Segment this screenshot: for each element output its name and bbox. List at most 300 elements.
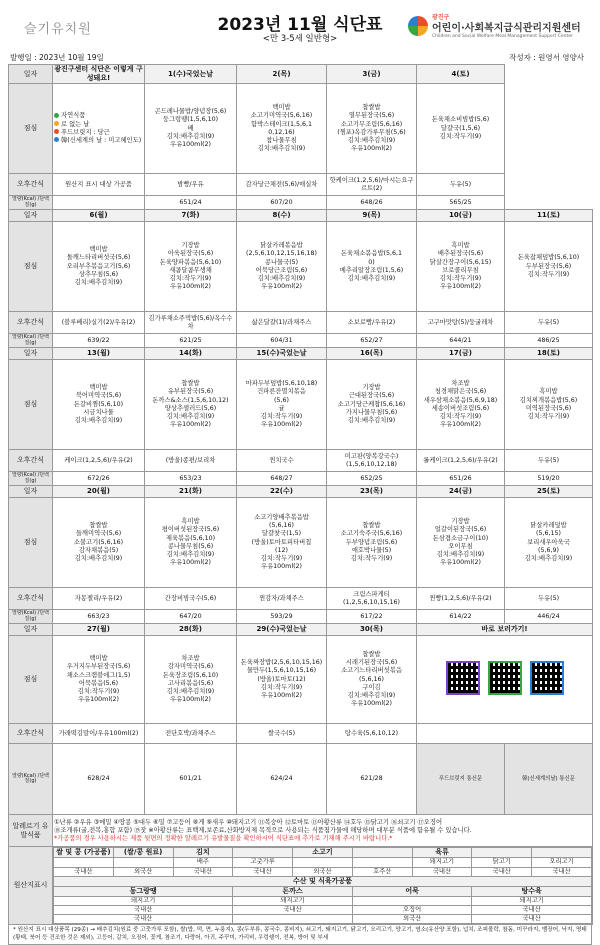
origin-row: [54, 906, 592, 915]
origin-cell: 국내산: [233, 867, 293, 876]
menu-item: 미역된장국(5,6): [525, 404, 572, 412]
lunch-cell: [327, 222, 417, 312]
menu-item: 감자미역국(5,6): [167, 663, 214, 671]
menu-item: 돈육채소볶음밥(5,6,1: [340, 250, 403, 258]
menu-item: 달걀찻국(1,5): [261, 530, 302, 538]
menu-item: 김치:배추김치(9): [257, 274, 306, 282]
menu-item: 배: [187, 124, 194, 132]
menu-item: 돈갈비찜(5,6,10): [73, 400, 124, 408]
origin-box: [53, 847, 593, 925]
table-row: [9, 498, 593, 588]
lunch-label: 점심: [9, 84, 53, 174]
table-row: [9, 334, 593, 348]
qr-label: 韓(신세계의날) 통신문: [505, 744, 593, 815]
menu-item: 흑미밥: [451, 242, 470, 250]
lunch-cell: [145, 222, 237, 312]
energy-cell: 648/27: [237, 472, 327, 486]
legend-title: 광진구센터 식단은 이렇게 구성돼요!: [54, 65, 143, 83]
menu-item: 우유100ml(2): [261, 421, 302, 429]
allergy-box: [53, 815, 593, 847]
snack-cell: 두유(5): [505, 312, 593, 334]
menu-item: 북어미역국(5,6): [75, 392, 122, 400]
lunch-cell: [53, 222, 145, 312]
energy-label: 열량(Kcal) /단백질(g): [9, 334, 53, 348]
snack-cell: 두유(5): [505, 450, 593, 472]
table-row: [9, 724, 593, 744]
menu-item: 김치:배추김치(9): [74, 278, 123, 286]
menu-item: 김치:배추김치(9): [166, 687, 215, 695]
menu-item: 돈육잡채덮밥(5,6,10): [517, 254, 580, 262]
day-header: 27(월): [53, 624, 145, 636]
lunch-cell: [237, 636, 327, 724]
menu-item: 김치:배추김치(9): [74, 554, 123, 562]
origin-cell: (쌀/콩 원료): [113, 848, 173, 858]
snack-cell: 탕수육(5,6,10,12): [327, 724, 417, 744]
menu-item: 시금치나물: [83, 408, 114, 416]
energy-cell: 628/24: [53, 744, 145, 815]
menu-item: 김치:배추김치(9): [166, 132, 215, 140]
origin-cell: 돼지고기: [54, 896, 233, 905]
energy-cell: 565/25: [417, 196, 505, 210]
menu-item: (방울)토마토(12): [257, 675, 306, 683]
lunch-cell: [53, 498, 145, 588]
lunch-cell: [327, 84, 417, 174]
energy-cell: 639/22: [53, 334, 145, 348]
menu-item: 상추무침(5,6): [78, 270, 119, 278]
energy-cell: 446/24: [505, 610, 593, 624]
menu-item: 소불고기(5,6,16): [73, 538, 124, 546]
menu-item: (5,6): [274, 396, 289, 404]
energy-cell: 604/31: [237, 334, 327, 348]
menu-item: (2,5,6,10,12,15,16,18): [245, 250, 317, 258]
menu-item: 두부양념조림(5,6): [345, 538, 398, 546]
menu-item: 우유100ml(2): [261, 691, 302, 699]
lunch-cell: [237, 84, 327, 174]
energy-cell: 614/22: [417, 610, 505, 624]
menu-item: 건파른잔멸치볶음: [257, 388, 306, 396]
menu-item: 배추된장국(5,6): [437, 250, 484, 258]
menu-item: 차조밥: [181, 655, 200, 663]
origin-cell: 국내산: [173, 867, 233, 876]
day-header: 17(금): [417, 348, 505, 360]
day-header: 18(토): [505, 348, 593, 360]
origin-cell: 돼지고기: [233, 896, 353, 905]
origin-row: [54, 848, 592, 858]
lunch-cell: [327, 360, 417, 450]
snack-cell: 밤빵/우유: [145, 174, 237, 196]
origin-cell: [293, 858, 353, 867]
allergy-label: 알레르기 유발식품: [9, 815, 53, 847]
snack-cell: 감자당근채전(5,6)/매실차: [237, 174, 327, 196]
snack-cell: 두유(5): [505, 588, 593, 610]
menu-item: 돈육채소비빔밥(5,6): [431, 116, 490, 124]
energy-cell: 601/21: [145, 744, 237, 815]
menu-item: 김치:배추김치(9): [347, 136, 396, 144]
menu-table: [8, 64, 593, 925]
origin-cell: 돼지고기: [472, 896, 592, 905]
origin-row: [54, 896, 592, 905]
allergy-line: ①난류 ②우유 ③메밀 ④땅콩 ⑤대두 ⑥밀 ⑦고등어 ⑧게 ⑨새우 ⑩돼지고기 ⑪복숭아 ⑫토마토 ⑬아황산류 ⑭호두 ⑮닭고기 ⑯쇠고기 ⑰오징어: [54, 818, 443, 826]
snack-cell: 삶은달걀(1)/과채주스: [237, 312, 327, 334]
lunch-label: 점심: [9, 360, 53, 450]
lunch-cell: [53, 360, 145, 450]
menu-item: 흑미밥: [181, 518, 200, 526]
table-row: [9, 450, 593, 472]
menu-item: 유부된장국(5,6): [167, 388, 214, 396]
origin-cell: 국내산: [54, 906, 233, 915]
legend-dot-icon: [54, 113, 59, 118]
menu-item: 돈육짜장밥(2,5,6,10,15,16): [240, 659, 323, 667]
menu-item: 차조밥: [451, 380, 470, 388]
energy-cell: 652/27: [327, 334, 417, 348]
menu-item: 김치찌개볶음밥(5,6): [519, 396, 578, 404]
lunch-cell: [417, 498, 505, 588]
snack-cell: 가래떡김말이/우유100ml(2): [53, 724, 145, 744]
snack-cell: 두유(5): [417, 174, 505, 196]
menu-item: 콩나물무침(5,6): [167, 542, 214, 550]
origin-cell: [472, 848, 532, 858]
origin-cell: 국내산: [54, 867, 114, 876]
legend-dot-icon: [54, 121, 59, 126]
page-title: 2023년 11월 식단표: [217, 15, 383, 35]
energy-label: 열량(Kcal) /단백질(g): [9, 472, 53, 486]
menu-item: 근대된장국(5,6): [348, 392, 395, 400]
energy-cell: 648/26: [327, 196, 417, 210]
snack-label: 오후간식: [9, 174, 53, 196]
menu-item: 찹쌀밥: [181, 380, 200, 388]
menu-item: 돌깨느타리버섯국(5,6): [66, 254, 131, 262]
lunch-cell: [417, 222, 505, 312]
day-label: 일자: [9, 210, 53, 222]
table-row: [9, 472, 593, 486]
menu-item: 우유100ml(2): [170, 696, 211, 704]
menu-item: 찹쌀밥: [362, 522, 381, 530]
origin-cell: 외국산: [113, 867, 173, 876]
menu-item: 평이버섯된장국(5,6): [161, 526, 220, 534]
energy-cell: 652/25: [327, 472, 417, 486]
energy-cell: 621/25: [145, 334, 237, 348]
snack-cell: 쌀국수(5): [237, 724, 327, 744]
snack-cell: 찐빵(1,2,5,6)/우유(2): [417, 588, 505, 610]
menu-item: 돈까스&소스(1,5,6,10,12): [152, 396, 229, 404]
origin-cell: [532, 848, 592, 858]
menu-item: 둥그렁땡(1,5,6,10): [162, 116, 219, 124]
menu-item: 0): [368, 258, 375, 266]
energy-cell: 653/23: [145, 472, 237, 486]
lunch-cell: [237, 498, 327, 588]
energy-cell: 672/26: [53, 472, 145, 486]
menu-item: 열무된장국(5,6): [348, 112, 395, 120]
legend-item: 푸드브릿지 : 당근: [54, 129, 143, 137]
menu-item: 오이무침: [448, 542, 473, 550]
origin-cell: 동그랑땡: [54, 886, 233, 896]
menu-item: 우유100ml(2): [170, 140, 211, 148]
qr-title: 바로 보러가기!: [417, 624, 593, 636]
table-row: [9, 360, 593, 450]
origin-cell: 국내산: [54, 915, 233, 924]
menu-item: 우유100ml(2): [351, 145, 392, 153]
menu-item: 제육볶음(5,6,10): [165, 534, 216, 542]
menu-item: 새우삼채소볶음(5,6,9,18): [423, 396, 498, 404]
table-row: [9, 847, 593, 925]
menu-item: 우유100ml(2): [78, 696, 119, 704]
menu-item: 귤: [278, 404, 285, 412]
table-row: [9, 222, 593, 312]
day-label: 일자: [9, 624, 53, 636]
menu-item: 기장밥: [451, 518, 470, 526]
menu-item: 흑미밥: [539, 388, 558, 396]
origin-cell: 쌀 및 콩 (가공품): [54, 848, 114, 858]
legend-item: 로 없는 날: [54, 121, 143, 129]
day-header: 3(금): [327, 65, 417, 84]
origin-cell: 국내산: [233, 906, 353, 915]
footer-note: * 원산지 표시 대상품목 (29종) → 배추김치(원료 중 고춧가루 포함), 쌀(밥, 떡, 면, 누룽지), 콩(두부류, 콩국수, 콩비지), 쇠고기, 돼지고기, 닭고기, 오리고기, 양고기, 염소(유산양 포함), 넙치, 조피볼락, 참돔, 미꾸라지, 뱀장어, 낙지, 명태(황태, 북어 등 건조한 것은 제외), 고등어, 갈치, 오징어, 꽃게, 참조기, 다랑어, 아귀, 주꾸미, 가리비, 우렁쉥이, 전복, 방어 및 부세: [8, 925, 592, 944]
lunch-label: 점심: [9, 636, 53, 724]
day-label: 일자: [9, 65, 53, 84]
menu-item: 김치:배추김치(9): [166, 550, 215, 558]
day-header: 8(수): [237, 210, 327, 222]
menu-item: 소고기느타리버섯볶음: [341, 667, 402, 675]
snack-label: 오후간식: [9, 588, 53, 610]
menu-item: 들깨미역국(5,6): [75, 530, 122, 538]
day-label: 일자: [9, 486, 53, 498]
table-row: [9, 84, 593, 174]
menu-item: 찹쌀밥: [362, 651, 381, 659]
menu-item: 백미밥: [272, 104, 291, 112]
day-header: 30(목): [327, 624, 417, 636]
author: 작성자 : 원영서 영양사: [509, 53, 584, 62]
table-row: [9, 312, 593, 334]
origin-cell: 호주산: [352, 867, 412, 876]
snack-cell: 전단호박/과채주스: [145, 724, 237, 744]
origin-cell: 외국산: [352, 915, 472, 924]
menu-item: 우유100ml(2): [440, 559, 481, 567]
origin-cell: 국내산: [532, 867, 592, 876]
origin-cell: 국내산: [412, 867, 472, 876]
origin-cell: 국내산: [472, 867, 532, 876]
energy-cell: 607/20: [237, 196, 327, 210]
menu-item: 어묵당근조림(5,6): [255, 266, 308, 274]
qr-code-icon[interactable]: [530, 661, 564, 695]
origin-table: [53, 847, 592, 924]
origin-cell: [233, 848, 293, 858]
origin-cell: 고춧가루: [233, 858, 293, 867]
origin-cell: [113, 858, 173, 867]
issued-date: 발행일 : 2023년 10월 19일: [10, 53, 104, 62]
day-header: 20(월): [53, 486, 145, 498]
lunch-cell: [417, 360, 505, 450]
table-row: [9, 636, 593, 724]
lunch-cell: [505, 222, 593, 312]
allergy-warning: *가공품의 경우 사용하시는 제품 뒷면의 정확한 알레르기 유발물질을 확인하시어 식단표에 추가로 기재해 주시기 바랍니다.*: [54, 834, 393, 842]
origin-cell: 국내산: [472, 915, 592, 924]
qr-area-blank: [417, 724, 593, 744]
lunch-cell: [145, 636, 237, 724]
snack-cell: 케이크(1,2,5,6)/우유(2): [53, 450, 145, 472]
lunch-cell: [145, 84, 237, 174]
menu-item: (5,6,16): [269, 522, 294, 530]
day-header: 9(목): [327, 210, 417, 222]
menu-item: 우유100ml(2): [261, 563, 302, 571]
table-row: [9, 815, 593, 847]
menu-item: 김치:배추김치(9): [74, 416, 123, 424]
lunch-label: 점심: [9, 222, 53, 312]
menu-item: 김치:배추김치(9): [347, 274, 396, 282]
menu-item: 김치:배추김치(9): [166, 412, 215, 420]
menu-item: 김치:작두기(9): [260, 554, 303, 562]
origin-cell: 육류: [412, 848, 472, 858]
lunch-cell: [327, 498, 417, 588]
menu-item: 콩나물국(5): [264, 258, 299, 266]
origin-label: 원산지표시: [9, 847, 53, 925]
allergy-line: ⑱조개류(굴,전복,홍합 포함) ⑲잣 ※아황산류는 표백제,보존료,산화방지제 목적으로 사용되는 식품첨가물에 해당하며 대부분 식품에 함유될 수 있습니다.: [54, 826, 472, 834]
menu-item: 김치:배추김치(9): [257, 145, 306, 153]
day-header: 15(수)국었는날: [237, 348, 327, 360]
origin-cell: 외국산: [293, 867, 353, 876]
table-row: [9, 210, 593, 222]
origin-row: [54, 867, 592, 876]
energy-cell: 624/24: [237, 744, 327, 815]
day-header: 11(토): [505, 210, 593, 222]
energy-label: 열량(Kcal) /단백질(g): [9, 744, 53, 815]
table-row: [9, 486, 593, 498]
menu-item: 오리부추볶음고기(5,6): [66, 262, 131, 270]
menu-item: 우유100ml(2): [440, 283, 481, 291]
origin-row: [54, 915, 592, 924]
snack-cell: 크림스파게티(1,2,5,6,10,15,16): [327, 588, 417, 610]
menu-item: 닭살카레볶음밥: [260, 242, 303, 250]
menu-item: 김치:작두기(9): [527, 412, 570, 420]
menu-item: 참나물무침: [266, 136, 297, 144]
menu-item: 얼갈이된장국(5,6): [434, 526, 487, 534]
snack-cell: (방울)종편/보리차: [145, 450, 237, 472]
origin-row: [54, 886, 592, 896]
menu-item: 청경채맑은국(5,6): [434, 388, 487, 396]
snack-cell: 김가루채소주먹밥(5,6)/옥수수차: [145, 312, 237, 334]
legend-dot-icon: [54, 129, 59, 134]
qr-code-icon[interactable]: [488, 661, 522, 695]
energy-cell: 651/24: [145, 196, 237, 210]
menu-item: (5,6,9): [538, 546, 559, 554]
menu-item: 어묵볶음(5,6): [78, 679, 119, 687]
legend-box: [53, 84, 145, 174]
day-header: 24(금): [417, 486, 505, 498]
snack-cell: 롤케이크(1,2,5,6)/우유(2): [417, 450, 505, 472]
menu-item: 우유100ml(2): [170, 283, 211, 291]
table-row: [9, 744, 593, 815]
menu-item: 백미밥: [89, 655, 108, 663]
lunch-cell: [505, 360, 593, 450]
table-row: [9, 174, 593, 196]
day-header: 13(월): [53, 348, 145, 360]
table-row: [9, 624, 593, 636]
day-header: 22(수): [237, 486, 327, 498]
day-label: 일자: [9, 348, 53, 360]
menu-item: 소고기양배추볶음밥: [254, 514, 309, 522]
day-header: 23(목): [327, 486, 417, 498]
menu-item: 아욱된장국(5,6): [167, 250, 214, 258]
menu-item: 우유100ml(2): [440, 421, 481, 429]
snack-cell: (블루베리)실기(2)/우유(2): [53, 312, 145, 334]
origin-cell: [54, 858, 114, 867]
kindergarten-name: 슬기유치원: [24, 22, 92, 37]
menu-item: 백미밥: [89, 246, 108, 254]
energy-cell: 593/29: [237, 610, 327, 624]
origin-row: [54, 858, 592, 867]
qr-label: 푸드브릿지 통신문: [417, 744, 505, 815]
menu-item: 곤드레나물밥/양념장(5,6): [154, 108, 227, 116]
origin-cell: 돈까스: [233, 886, 353, 896]
menu-item: 0,12,16): [268, 128, 295, 136]
menu-item: 고사리볶음(5,6): [167, 679, 214, 687]
menu-item: 돈육양파볶음(5,6,10): [159, 258, 222, 266]
table-row: [9, 196, 593, 210]
menu-item: 김치:작두기(9): [527, 270, 570, 278]
menu-item: 김치:작두기(9): [260, 683, 303, 691]
lunch-cell: [53, 636, 145, 724]
menu-item: 감자채볶음(5): [78, 546, 119, 554]
energy-label: 열량(Kcal) /단백질(g): [9, 196, 53, 210]
day-header: 10(금): [417, 210, 505, 222]
day-header: 28(화): [145, 624, 237, 636]
menu-item: (12): [275, 546, 288, 554]
legend-dot-icon: [54, 137, 59, 142]
menu-item: 김치:배추김치(9): [436, 550, 485, 558]
menu-item: 백미밥: [89, 384, 108, 392]
menu-item: 찹쌀밥: [89, 522, 108, 530]
lunch-label: 점심: [9, 498, 53, 588]
menu-item: 닭살간장구이(5,6,15): [429, 258, 492, 266]
table-row: [9, 610, 593, 624]
menu-item: 김치:배추김치(9): [524, 554, 573, 562]
menu-item: 우유100ml(2): [170, 559, 211, 567]
menu-item: 닭살카레덮밥: [530, 522, 567, 530]
origin-cell: [352, 848, 412, 858]
day-header: 25(토): [505, 486, 593, 498]
table-row: [9, 65, 593, 84]
energy-cell: 617/22: [327, 610, 417, 624]
energy-cell: 486/25: [505, 334, 593, 348]
qr-code-icon[interactable]: [446, 661, 480, 695]
menu-item: 새콤달콤무생채: [169, 266, 212, 274]
menu-item: 기장밥: [362, 384, 381, 392]
origin-cell: 소고기: [293, 848, 353, 858]
menu-item: 돈육장조림(5,6,10): [162, 671, 219, 679]
origin-cell: [352, 858, 412, 867]
origin-cell: 국내산: [472, 906, 592, 915]
menu-item: 소고기숙주국(5,6,16): [340, 530, 403, 538]
menu-item: 물만두(1,5,6,10,15,16): [246, 667, 317, 675]
energy-cell: 663/23: [53, 610, 145, 624]
origin-row: [54, 876, 592, 886]
snack-cell: 간장비빔국수(5,6): [145, 588, 237, 610]
menu-item: 김치:작두기(9): [439, 412, 482, 420]
lunch-cell: [145, 360, 237, 450]
energy-cell: 644/21: [417, 334, 505, 348]
snack-cell: 고구마맛탕(5)/둥굴레차: [417, 312, 505, 334]
menu-item: 두부된장국(5,6): [525, 262, 572, 270]
menu-item: 김치:배추김치(9): [347, 691, 396, 699]
menu-item: 시래기된장국(5,6): [345, 659, 398, 667]
snack-label: 오후간식: [9, 312, 53, 334]
lunch-cell: [237, 222, 327, 312]
snack-cell: 소보로빵/우유(2): [327, 312, 417, 334]
page-subtitle: <만 3-5세 일반형>: [262, 34, 338, 44]
lunch-cell: [237, 360, 327, 450]
menu-item: 김치:작두기(9): [260, 412, 303, 420]
day-header: 21(화): [145, 486, 237, 498]
day-header: 1(수)국었는날: [145, 65, 237, 84]
